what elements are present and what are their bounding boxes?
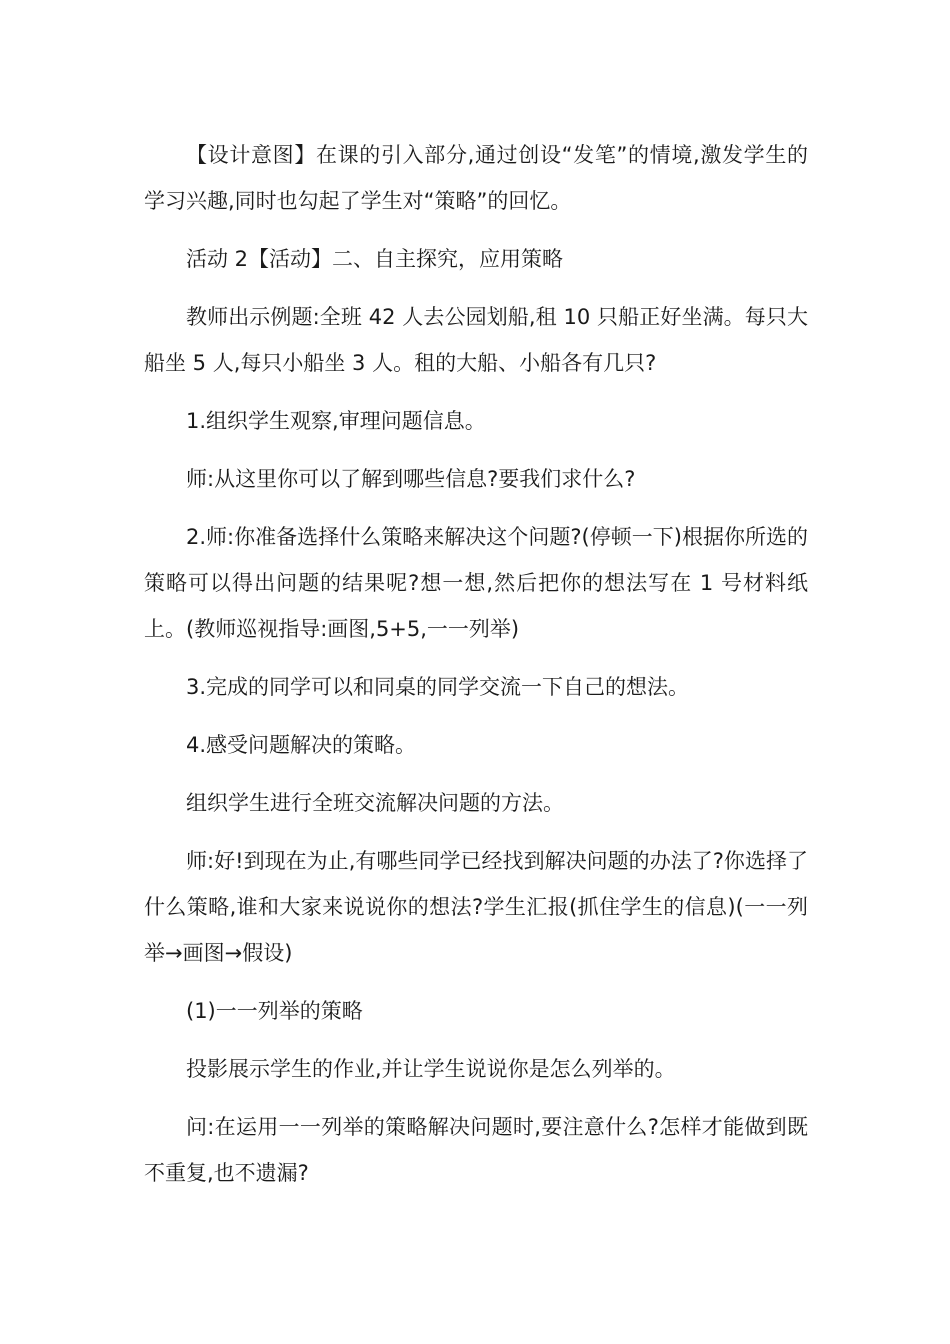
final-question-paragraph: 问:在运用一一列举的策略解决问题时,要注意什么?怎样才能做到既不重复,也不遗漏? — [144, 1115, 808, 1185]
design-intent-paragraph: 【设计意图】在课的引入部分,通过创设“发笔”的情境,激发学生的学习兴趣,同时也勾起了学生对“策略”的回忆。 — [144, 143, 808, 213]
class-exchange-paragraph: 组织学生进行全班交流解决问题的方法。 — [186, 791, 564, 815]
step-3-paragraph: 3.完成的同学可以和同桌的同学交流一下自己的想法。 — [186, 675, 690, 699]
strategy-heading: (1)一一列举的策略 — [186, 999, 363, 1023]
example-problem-paragraph: 教师出示例题:全班 42 人去公园划船,租 10 只船正好坐满。每只大船坐 5 人,每只小船坐 3 人。租的大船、小船各有几只? — [144, 305, 808, 375]
document-body — [144, 132, 808, 1208]
activity-heading: 活动 2【活动】二、自主探究，应用策略 — [186, 247, 564, 271]
step-1-paragraph: 1.组织学生观察,审理问题信息。 — [186, 409, 486, 433]
projection-paragraph: 投影展示学生的作业,并让学生说说你是怎么列举的。 — [186, 1057, 676, 1081]
step-2-paragraph: 2.师:你准备选择什么策略来解决这个问题?(停顿一下)根据你所选的策略可以得出问题的结果呢?想一想,然后把你的想法写在 1 号材料纸上。(教师巡视指导:画图,5+5,一一列举) — [144, 525, 808, 641]
teacher-question-paragraph: 师:从这里你可以了解到哪些信息?要我们求什么? — [186, 467, 636, 491]
teacher-summary-paragraph: 师:好!到现在为止,有哪些同学已经找到解决问题的办法了?你选择了什么策略,谁和大家来说说你的想法?学生汇报(抓住学生的信息)(一一列举→画图→假设) — [144, 849, 808, 965]
step-4-paragraph: 4.感受问题解决的策略。 — [186, 733, 417, 757]
